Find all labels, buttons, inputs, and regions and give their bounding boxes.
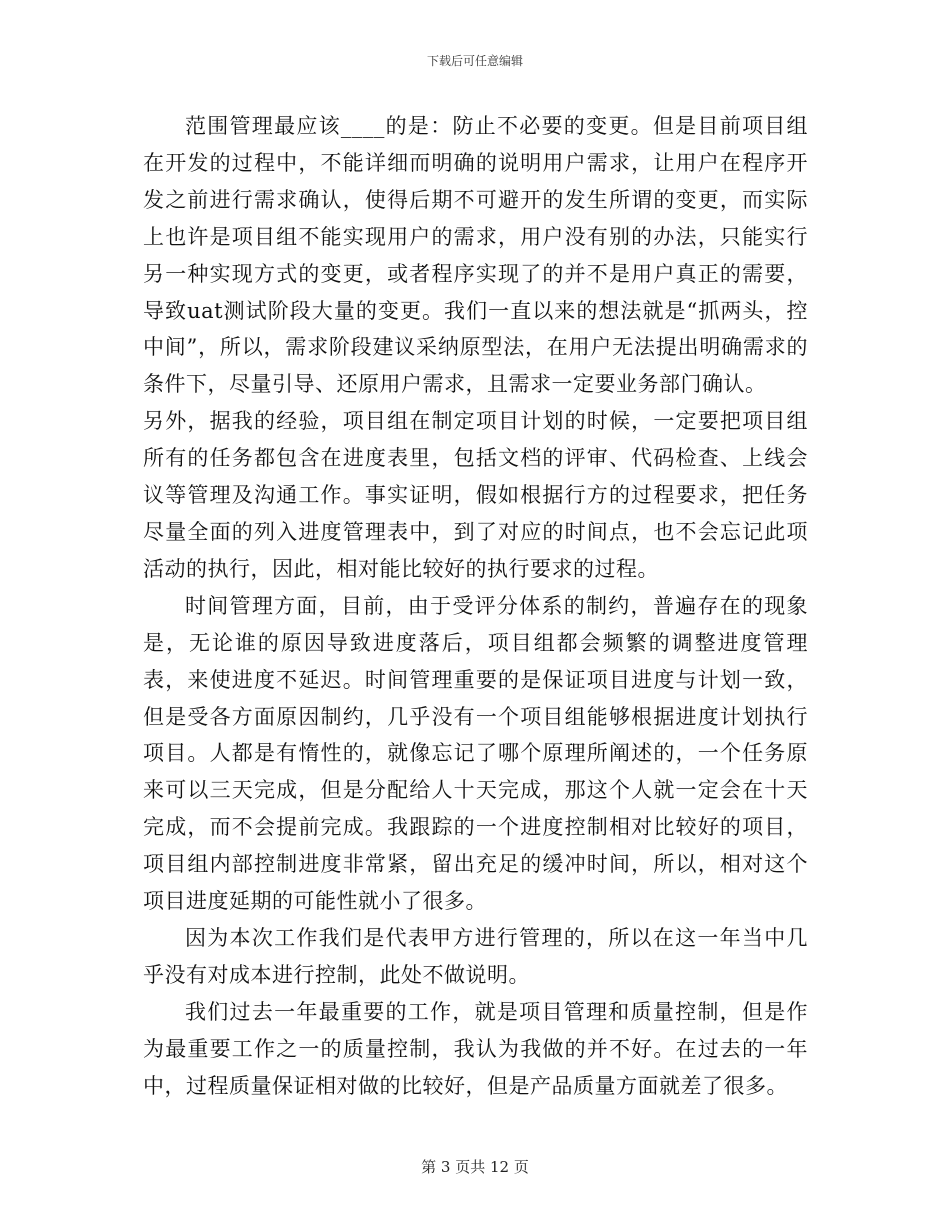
paragraph-project-plan-experience: 另外，据我的经验，项目组在制定项目计划的时候，一定要把项目组所有的任务都包含在进度表里，包括文档的评审、代码检查、上线会议等管理及沟通工作。事实证明，假如根据行方的过程要求，把任务尽量全面的列入进度管理表中，到了对应的时间点，也不会忘记此项活动的执行，因此，相对能比较好的执行要求的过程。 xyxy=(143,409,808,581)
paragraph-scope-management: 范围管理最应该____的是：防止不必要的变更。但是目前项目组在开发的过程中，不能详细而明确的说明用户需求，让用户在程序开发之前进行需求确认，使得后期不可避开的发生所谓的变更，而实际上也许是项目组不能实现用户的需求，用户没有别的办法，只能实行另一种实现方式的变更，或者程序实现了的并不是用户真正的需要，导致uat测试阶段大量的变更。我们一直以来的想法就是“抓两头，控中间”，所以，需求阶段建议采纳原型法，在用户无法提出明确需求的条件下，尽量引导、还原用户需求，且需求一定要业务部门确认。 xyxy=(143,114,808,397)
paragraph-quality-control: 我们过去一年最重要的工作，就是项目管理和质量控制，但是作为最重要工作之一的质量控制，我认为我做的并不好。在过去的一年中，过程质量保证相对做的比较好，但是产品质量方面就差了很多。 xyxy=(143,999,808,1098)
page-header-note: 下载后可任意编辑 xyxy=(426,54,523,68)
document-body xyxy=(143,108,808,1104)
paragraph-cost-management: 因为本次工作我们是代表甲方进行管理的，所以在这一年当中几乎没有对成本进行控制，此处不做说明。 xyxy=(143,925,808,987)
page-number-footer: 第 3 页共 12 页 xyxy=(421,1158,529,1176)
paragraph-time-management: 时间管理方面，目前，由于受评分体系的制约，普遍存在的现象是，无论谁的原因导致进度落后，项目组都会频繁的调整进度管理表，来使进度不延迟。时间管理重要的是保证项目进度与计划一致，但是受各方面原因制约，几乎没有一个项目组能够根据进度计划执行项目。人都是有惰性的，就像忘记了哪个原理所阐述的，一个任务原来可以三天完成，但是分配给人十天完成，那这个人就一定会在十天完成，而不会提前完成。我跟踪的一个进度控制相对比较好的项目，项目组内部控制进度非常紧，留出充足的缓冲时间，所以，相对这个项目进度延期的可能性就小了很多。 xyxy=(143,593,808,914)
